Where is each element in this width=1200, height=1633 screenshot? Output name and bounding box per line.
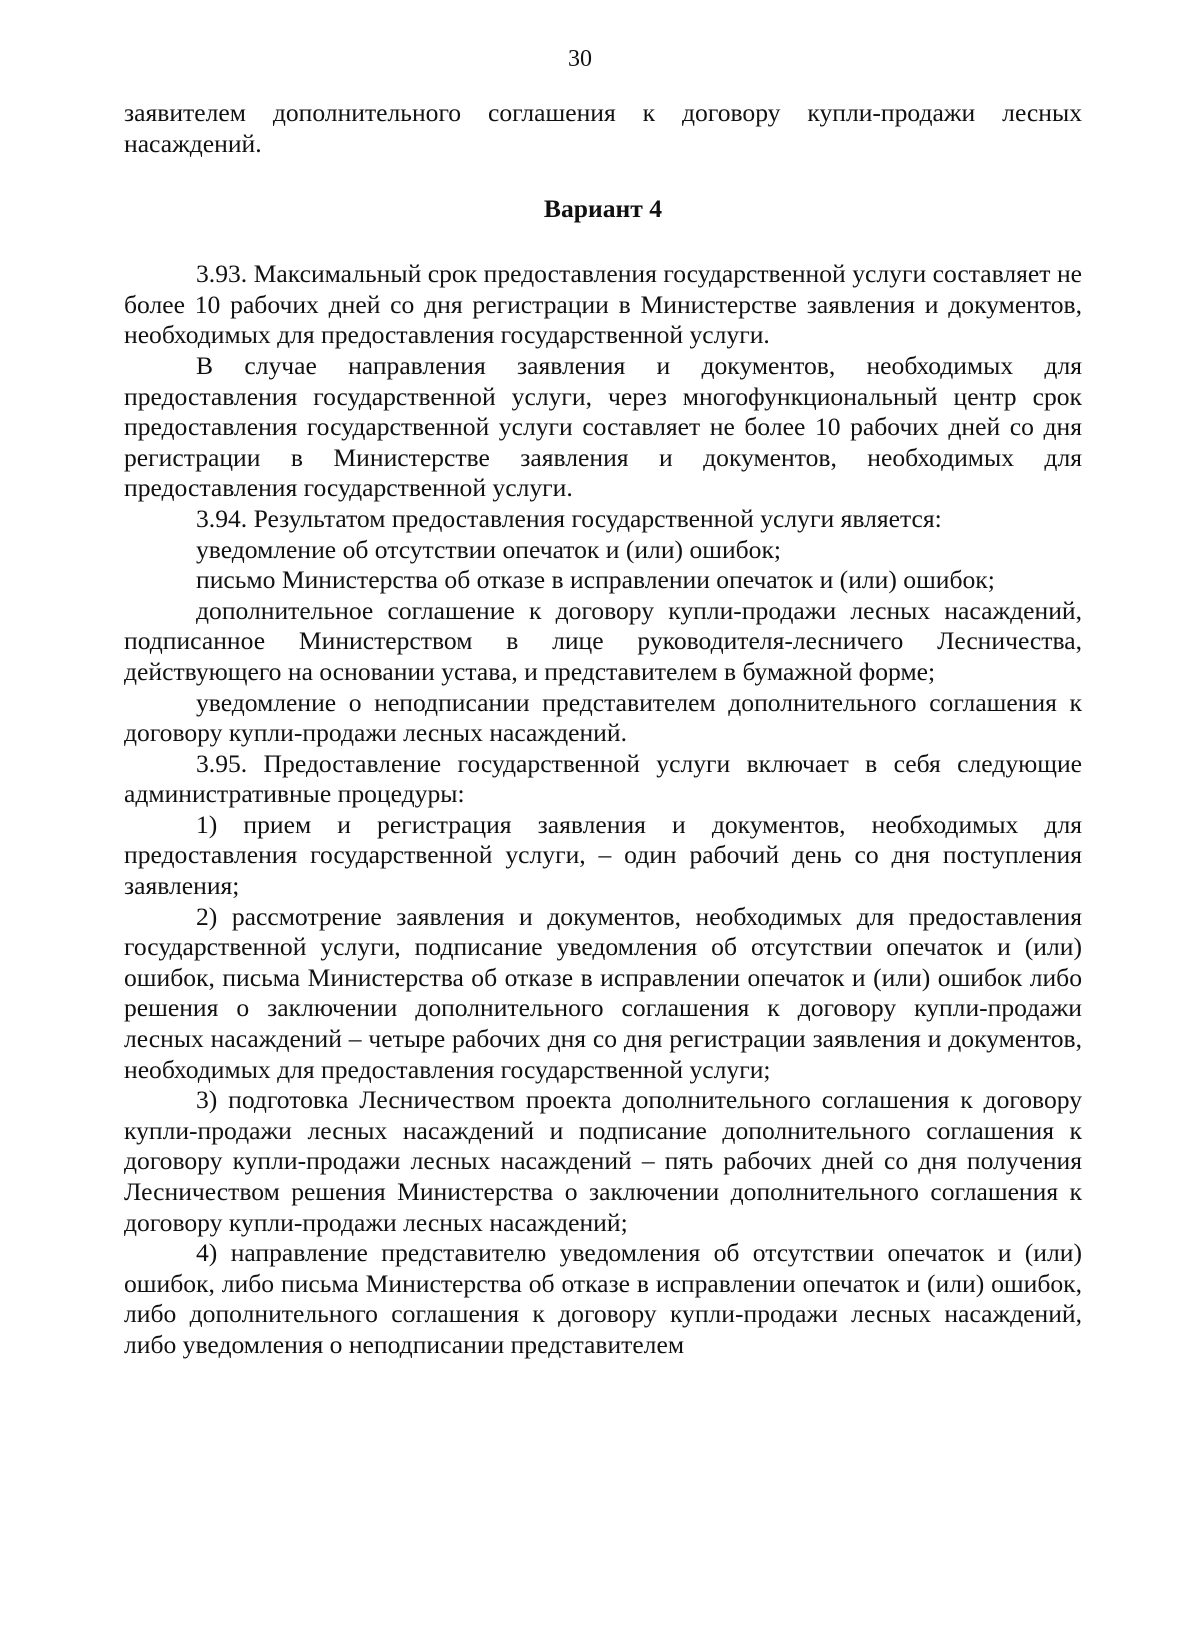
result-item-refusal-letter: письмо Министерства об отказе в исправлении опечаток и (или) ошибок; bbox=[196, 565, 995, 595]
intro-paragraph: заявителем дополнительного соглашения к договору купли-продажи лесных насаждений. bbox=[124, 98, 1082, 158]
paragraph-3-95: 3.95. Предоставление государственной услуги включает в себя следующие административные процедуры: bbox=[124, 748, 1082, 809]
paragraph-mfc-term: В случае направления заявления и документов, необходимых для предоставления государственной услуги, через многофункциональный центр срок предоставления государственной услуги составляет не более 10 рабочих дней со дня регистрации в Министерстве заявления и документов, необходимых для предоставления государственной услуги. bbox=[124, 350, 1082, 503]
result-item-notice: уведомление об отсутствии опечаток и (или) ошибок; bbox=[196, 534, 782, 564]
procedure-item-1: 1) прием и регистрация заявления и документов, необходимых для предоставления государственной услуги, – один рабочий день со дня поступления заявления; bbox=[124, 809, 1082, 901]
page-number: 30 bbox=[568, 46, 592, 72]
procedure-item-3: 3) подготовка Лесничеством проекта дополнительного соглашения к договору купли-продажи лесных насаждений и подписание дополнительного соглашения к договору купли-продажи лесных насаждений – пять рабочих дней со дня получения Лесничеством решения Министерства о заключении дополнительного соглашения к договору купли-продажи лесных насаждений; bbox=[124, 1085, 1082, 1237]
result-item-agreement: дополнительное соглашение к договору купли-продажи лесных насаждений, подписанное Министерством в лице руководителя-лесничего Лесничества, действующего на основании устава, и представителем в бумажной форме; bbox=[124, 595, 1082, 686]
paragraph-3-93: 3.93. Максимальный срок предоставления государственной услуги составляет не более 10 рабочих дней со дня регистрации в Министерстве заявления и документов, необходимых для предоставления государственной услуги. bbox=[124, 259, 1082, 350]
paragraph-3-94: 3.94. Результатом предоставления государственной услуги является: bbox=[196, 503, 942, 533]
page-content bbox=[124, 98, 1082, 1361]
procedure-item-4: 4) направление представителю уведомления об отсутствии опечаток и (или) ошибок, либо письма Министерства об отказе в исправлении опечаток и (или) ошибок, либо дополнительного соглашения к договору купли-продажи лесных насаждений, либо уведомления о неподписании представителем bbox=[124, 1238, 1082, 1359]
result-item-not-signed-notice: уведомление о неподписании представителем дополнительного соглашения к договору купли-продажи лесных насаждений. bbox=[124, 687, 1082, 748]
section-heading: Вариант 4 bbox=[543, 194, 663, 224]
procedure-item-2: 2) рассмотрение заявления и документов, необходимых для предоставления государственной услуги, подписание уведомления об отсутствии опечаток и (или) ошибок, письма Министерства об отказе в исправлении опечаток и (или) ошибок либо решения о заключении дополнительного соглашения к договору купли-продажи лесных насаждений – четыре рабочих дня со дня регистрации заявления и документов, необходимых для предоставления государственной услуги; bbox=[124, 901, 1082, 1084]
